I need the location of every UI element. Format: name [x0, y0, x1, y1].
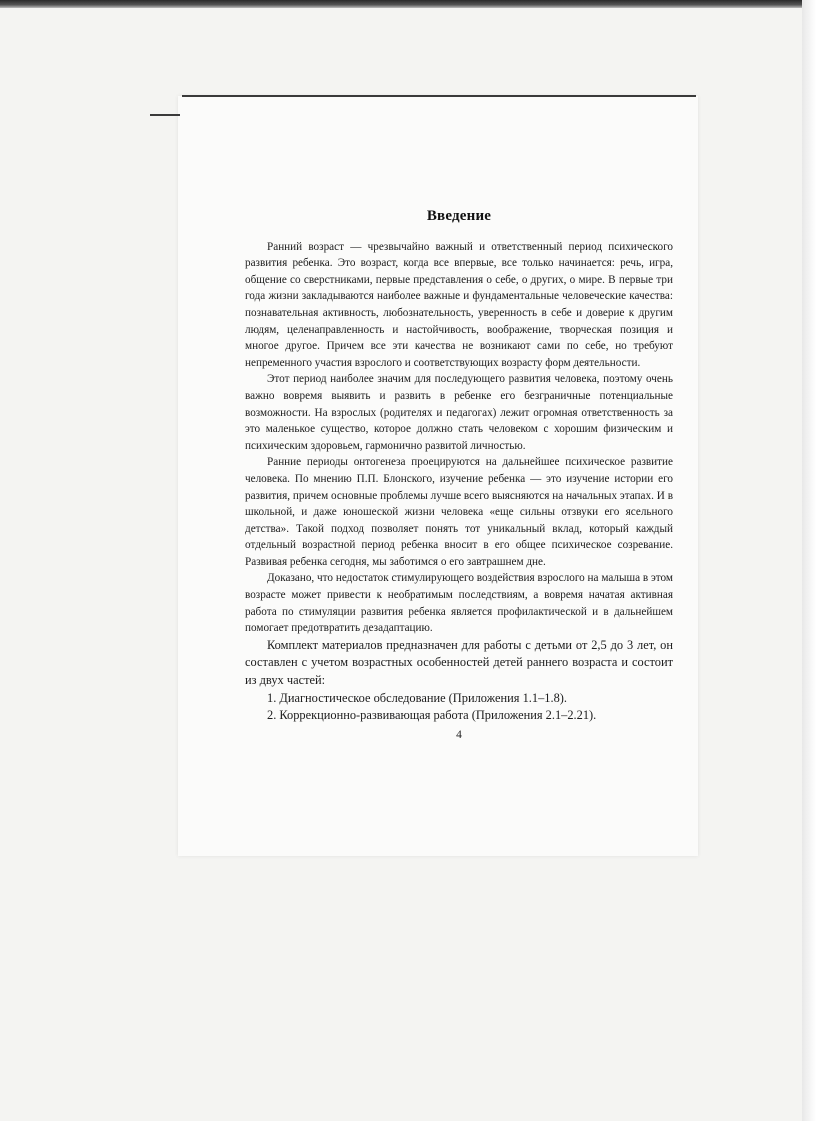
- paragraph-4: Доказано, что недостаток стимулирующего воздействия взрослого на малыша в этом возрасте может привести к необратимым последствиям, а вовремя начатая активная работа по стимуляции развития ребенка является профилактической и в дальнейшем помогает предотвратить дезадаптацию.: [245, 572, 673, 635]
- page-top-edge: [182, 95, 696, 97]
- page-title: Введение: [426, 208, 492, 224]
- scan-border-top: [0, 0, 816, 8]
- paragraph-2: Этот период наиболее значим для последующего развития человека, поэтому очень важно вовремя выявить и развить в ребенке его безграничные потенциальные возможности. На взрослых (родителях и педагогах) лежит огромная ответственность за это маленькое существо, которое должно стать человеком с хорошим физическим и психическим здоровьем, гармонично развитой личностью.: [245, 373, 673, 452]
- page-content: [245, 208, 673, 743]
- page-number: 4: [456, 728, 462, 741]
- scan-border-right: [802, 0, 816, 1121]
- paragraph-1: Ранний возраст — чрезвычайно важный и ответственный период психического развития ребенка. Это возраст, когда все впервые, все только начинается: речь, игра, общение со сверстниками, первые представления о себе, о других, о мире. В первые три года жизни закладываются наиболее важные и фундаментальные человеческие качества: познавательная активность, любознательность, уверенность в себе и доверие к другим людям, целенаправленность и настойчивость, воображение, творческая позиция и многое другое. Причем все эти качества не возникают сами по себе, но требуют непременного участия взрослого и соответствующих возрасту форм деятельности.: [245, 240, 673, 369]
- paragraph-5: Комплект материалов предназначен для работы с детьми от 2,5 до 3 лет, он составлен с учетом возрастных особенностей детей раннего возраста и состоит из двух частей:: [245, 637, 673, 688]
- list-item-1: 1. Диагностическое обследование (Приложения 1.1–1.8).: [267, 690, 567, 705]
- page-left-edge-mark: [150, 114, 180, 116]
- list-item-2: 2. Коррекционно-развивающая работа (Приложения 2.1–2.21).: [267, 708, 597, 723]
- paragraph-3: Ранние периоды онтогенеза проецируются на дальнейшее психическое развитие человека. По мнению П.П. Блонского, изучение ребенка — это изучение истории его развития, причем основные проблемы лучше всего выясняются на начальных этапах. И в школьной, и даже юношеской жизни человека «еще сильны отзвуки его ясельного детства». Такой подход позволяет понять тот уникальный вклад, который каждый отдельный возрастной период ребенка вносит в его общее психическое созревание. Развивая ребенка сегодня, мы заботимся о его завтрашнем дне.: [245, 456, 673, 568]
